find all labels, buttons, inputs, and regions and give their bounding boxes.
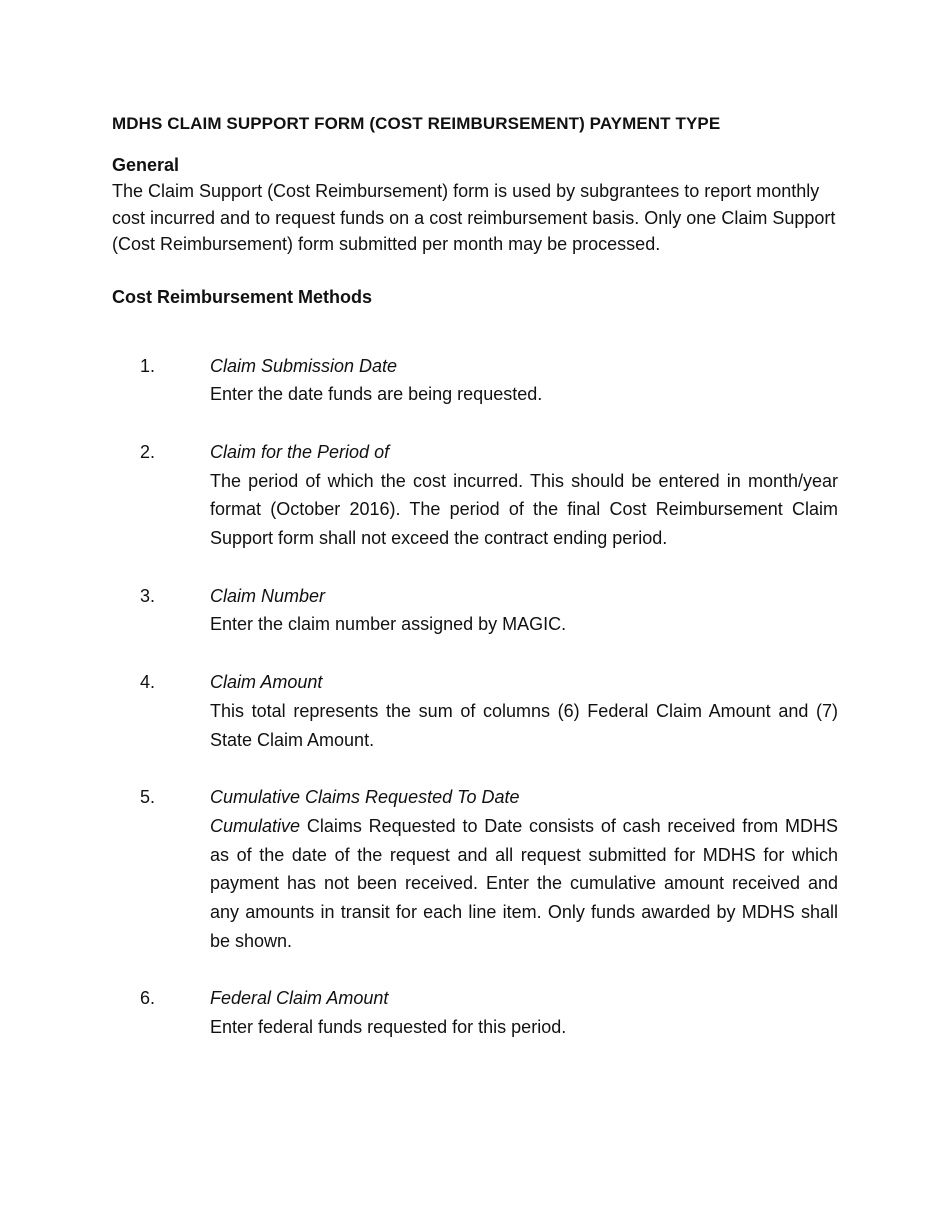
item-description: [210, 380, 838, 409]
item-content: [210, 582, 838, 639]
item-number: 6.: [140, 988, 156, 1009]
item-description: [210, 697, 838, 754]
item-description-text: Enter the date funds are being requested.: [210, 384, 543, 405]
item-number: 2.: [140, 441, 156, 462]
item-description-text: Enter the claim number assigned by MAGIC.: [210, 614, 567, 635]
methods-heading: Cost Reimbursement Methods: [112, 286, 373, 307]
item-title: Federal Claim Amount: [210, 988, 389, 1009]
item-content: [210, 984, 838, 1041]
item-number: 5.: [140, 787, 156, 808]
item-description-text: The period of which the cost incurred. This should be entered in month/year format (October 2016). The period of the final Cost Reimbursement Claim Support form shall not exceed the contract ending period.: [210, 470, 838, 549]
item-description-text: Claims Requested to Date consists of cash received from MDHS as of the date of the request and all request submitted for MDHS for which payment has not been received. Enter the cumulative amount received and any amounts in transit for each line item. Only funds awarded by MDHS shall be shown.: [210, 815, 838, 951]
item-content: [210, 783, 838, 955]
item-number: 4.: [140, 672, 156, 693]
general-heading: General: [112, 155, 180, 175]
item-title: Cumulative Claims Requested To Date: [210, 787, 520, 808]
item-description-text: Enter federal funds requested for this period.: [210, 1017, 567, 1038]
item-content: [210, 352, 838, 409]
list-item: [112, 582, 838, 639]
list-item: [112, 352, 838, 409]
item-title: Claim Submission Date: [210, 355, 398, 376]
item-number: 3.: [140, 585, 156, 606]
methods-list: [112, 352, 838, 1042]
item-description: [210, 812, 838, 956]
document-title: MDHS CLAIM SUPPORT FORM (COST REIMBURSEMENT) PAYMENT TYPE: [112, 114, 721, 133]
list-item: [112, 984, 838, 1041]
item-description: [210, 610, 838, 639]
list-item: [112, 438, 838, 553]
list-item: [112, 668, 838, 754]
item-description: [210, 1013, 838, 1042]
item-title: Claim for the Period of: [210, 441, 390, 462]
item-content: [210, 668, 838, 754]
general-paragraph: The Claim Support (Cost Reimbursement) form is used by subgrantees to report monthly cost incurred and to request funds on a cost reimbursement basis. Only one Claim Support (Cost Reimbursement) form submitted per month may be processed.: [112, 181, 836, 254]
item-description: [210, 467, 838, 553]
item-number: 1.: [140, 355, 156, 376]
item-content: [210, 438, 838, 553]
item-description-text: This total represents the sum of columns (6) Federal Claim Amount and (7) State Claim Amount.: [210, 700, 838, 750]
item-title: Claim Amount: [210, 672, 323, 693]
item-title: Claim Number: [210, 585, 326, 606]
item-description-lead: Cumulative: [210, 815, 301, 836]
list-item: [112, 783, 838, 955]
